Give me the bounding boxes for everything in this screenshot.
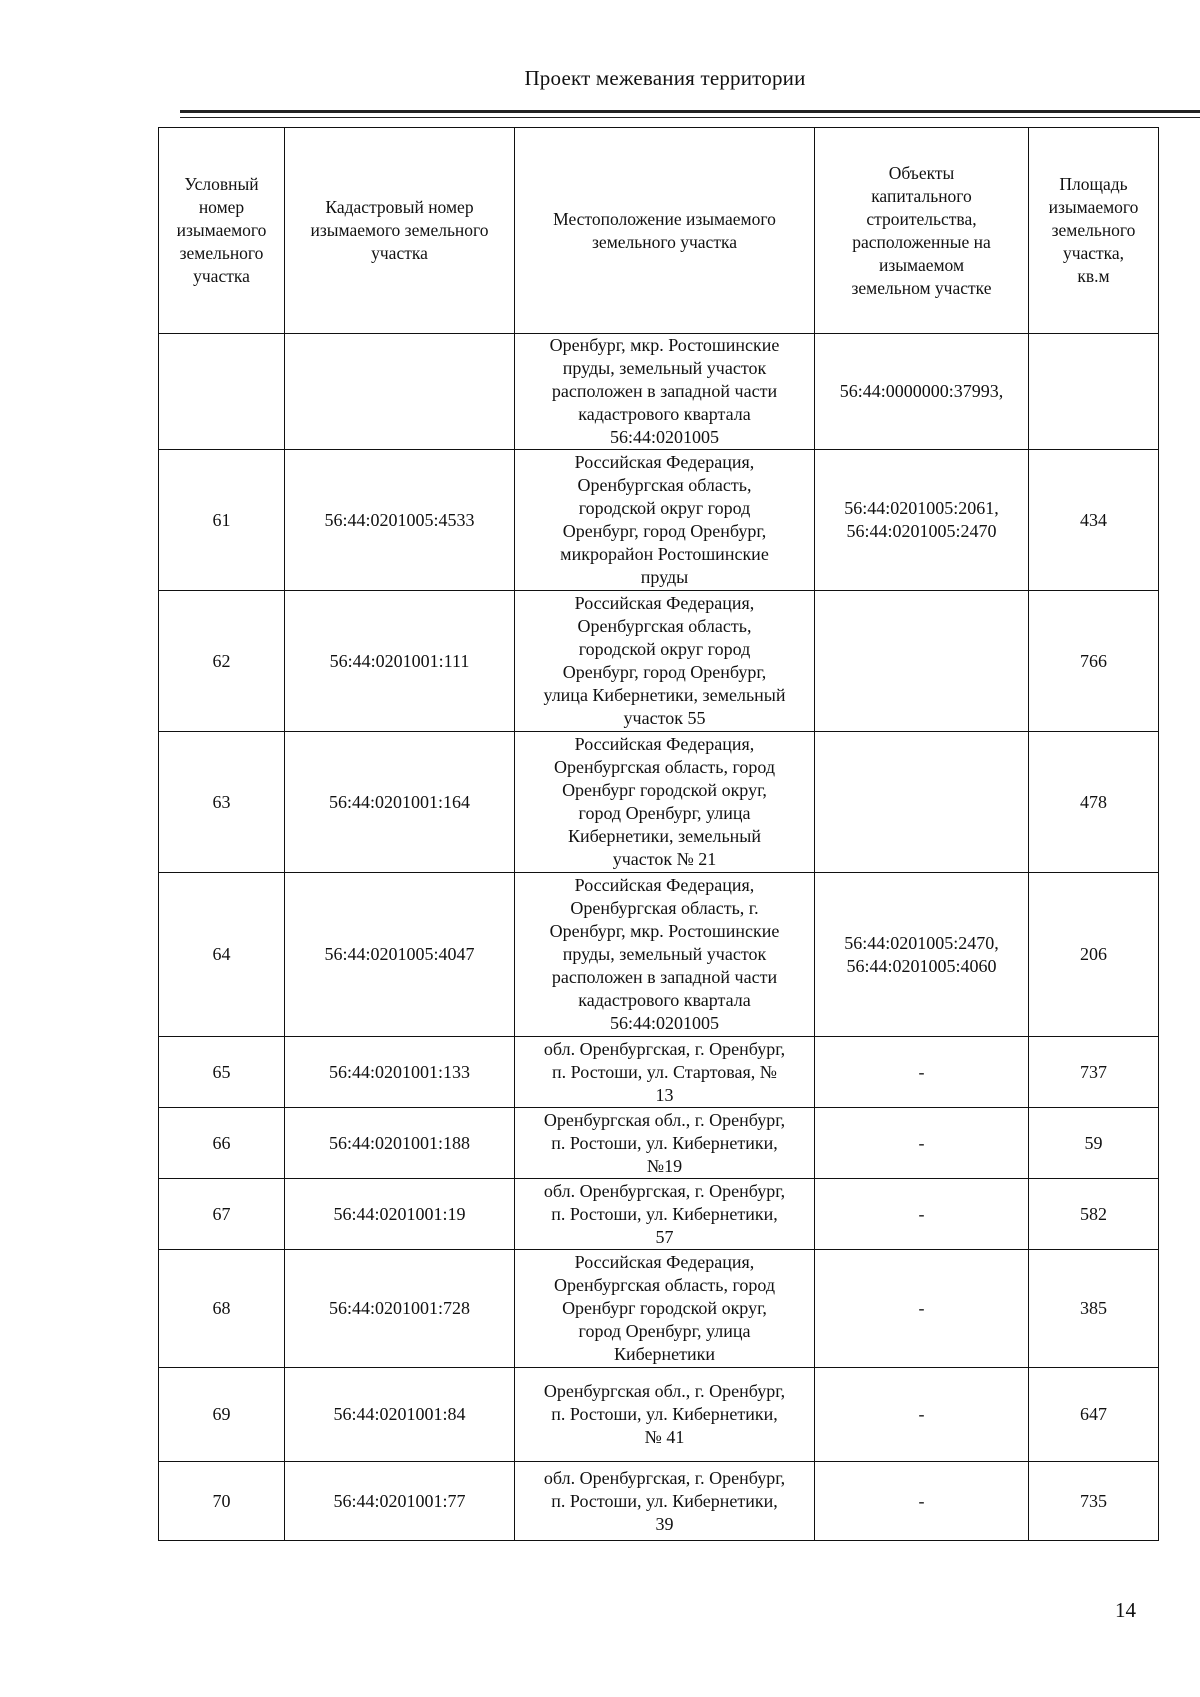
cell-cadastral: 56:44:0201001:728 xyxy=(285,1250,515,1368)
cell-cadastral: 56:44:0201001:133 xyxy=(285,1037,515,1108)
cell-number: 63 xyxy=(159,732,285,873)
table-row xyxy=(159,732,1159,873)
cell-number: 64 xyxy=(159,873,285,1037)
cell-cadastral: 56:44:0201001:111 xyxy=(285,591,515,732)
cell-objects: - xyxy=(815,1037,1029,1108)
cell-objects: 56:44:0201005:2470, 56:44:0201005:4060 xyxy=(815,873,1029,1037)
cell-location: Российская Федерация, Оренбургская область, г. Оренбург, мкр. Ростошинские пруды, земельный участок расположен в западной части кадастрового квартала 56:44:0201005 xyxy=(515,873,815,1037)
cell-area: 478 xyxy=(1029,732,1159,873)
page-number: 14 xyxy=(1115,1598,1136,1622)
col-header-number: Условный номер изымаемого земельного участка xyxy=(159,128,285,334)
table-row xyxy=(159,873,1159,1037)
cell-objects xyxy=(815,732,1029,873)
cell-objects: - xyxy=(815,1179,1029,1250)
cell-location: обл. Оренбургская, г. Оренбург, п. Ростоши, ул. Кибернетики, 57 xyxy=(515,1179,815,1250)
header-rule-thick xyxy=(180,110,1200,113)
col-header-objects: Объекты капитального строительства, расположенные на изымаемом земельном участке xyxy=(815,128,1029,334)
cell-number: 66 xyxy=(159,1108,285,1179)
cell-number: 68 xyxy=(159,1250,285,1368)
table-header-row xyxy=(159,128,1159,334)
cell-objects: - xyxy=(815,1368,1029,1462)
cell-number: 61 xyxy=(159,450,285,591)
table-row xyxy=(159,1368,1159,1462)
cell-cadastral: 56:44:0201001:19 xyxy=(285,1179,515,1250)
col-header-cadastral: Кадастровый номер изымаемого земельного участка xyxy=(285,128,515,334)
cell-objects: 56:44:0000000:37993, xyxy=(815,334,1029,450)
cell-location: Российская Федерация, Оренбургская область, город Оренбург городской округ, город Оренбург, улица Кибернетики, земельный участок № 21 xyxy=(515,732,815,873)
table-row xyxy=(159,1179,1159,1250)
cell-objects: - xyxy=(815,1462,1029,1541)
cell-area: 735 xyxy=(1029,1462,1159,1541)
cell-objects: 56:44:0201005:2061, 56:44:0201005:2470 xyxy=(815,450,1029,591)
cell-area: 647 xyxy=(1029,1368,1159,1462)
cell-cadastral: 56:44:0201001:164 xyxy=(285,732,515,873)
land-plots-table xyxy=(158,127,1159,1541)
cell-location: Оренбургская обл., г. Оренбург, п. Ростоши, ул. Кибернетики, №19 xyxy=(515,1108,815,1179)
cell-number: 70 xyxy=(159,1462,285,1541)
cell-cadastral: 56:44:0201001:84 xyxy=(285,1368,515,1462)
table-row xyxy=(159,1037,1159,1108)
cell-cadastral: 56:44:0201001:188 xyxy=(285,1108,515,1179)
cell-area: 737 xyxy=(1029,1037,1159,1108)
cell-location: Оренбург, мкр. Ростошинские пруды, земельный участок расположен в западной части кадастрового квартала 56:44:0201005 xyxy=(515,334,815,450)
table-row xyxy=(159,1462,1159,1541)
cell-area: 766 xyxy=(1029,591,1159,732)
cell-location: обл. Оренбургская, г. Оренбург, п. Ростоши, ул. Стартовая, № 13 xyxy=(515,1037,815,1108)
table-row xyxy=(159,334,1159,450)
cell-objects: - xyxy=(815,1108,1029,1179)
cell-number: 67 xyxy=(159,1179,285,1250)
cell-area: 385 xyxy=(1029,1250,1159,1368)
cell-area: 434 xyxy=(1029,450,1159,591)
cell-cadastral: 56:44:0201005:4047 xyxy=(285,873,515,1037)
col-header-area: Площадь изымаемого земельного участка, кв.м xyxy=(1029,128,1159,334)
table-row xyxy=(159,1250,1159,1368)
cell-area: 582 xyxy=(1029,1179,1159,1250)
cell-area: 59 xyxy=(1029,1108,1159,1179)
cell-number: 65 xyxy=(159,1037,285,1108)
header-rule-thin xyxy=(180,117,1200,118)
cell-cadastral: 56:44:0201005:4533 xyxy=(285,450,515,591)
cell-location: Оренбургская обл., г. Оренбург, п. Ростоши, ул. Кибернетики, № 41 xyxy=(515,1368,815,1462)
cell-cadastral xyxy=(285,334,515,450)
cell-location: Российская Федерация, Оренбургская область, город Оренбург городской округ, город Оренбург, улица Кибернетики xyxy=(515,1250,815,1368)
cell-area xyxy=(1029,334,1159,450)
col-header-location: Местоположение изымаемого земельного участка xyxy=(515,128,815,334)
cell-objects xyxy=(815,591,1029,732)
cell-number: 69 xyxy=(159,1368,285,1462)
table-row xyxy=(159,591,1159,732)
cell-cadastral: 56:44:0201001:77 xyxy=(285,1462,515,1541)
table-row xyxy=(159,450,1159,591)
cell-objects: - xyxy=(815,1250,1029,1368)
cell-area: 206 xyxy=(1029,873,1159,1037)
cell-location: Российская Федерация, Оренбургская область, городской округ город Оренбург, город Оренбург, улица Кибернетики, земельный участок 55 xyxy=(515,591,815,732)
cell-number xyxy=(159,334,285,450)
table-row xyxy=(159,1108,1159,1179)
cell-location: Российская Федерация, Оренбургская область, городской округ город Оренбург, город Оренбург, микрорайон Ростошинские пруды xyxy=(515,450,815,591)
cell-number: 62 xyxy=(159,591,285,732)
document-title: Проект межевания территории xyxy=(524,66,806,90)
cell-location: обл. Оренбургская, г. Оренбург, п. Ростоши, ул. Кибернетики, 39 xyxy=(515,1462,815,1541)
